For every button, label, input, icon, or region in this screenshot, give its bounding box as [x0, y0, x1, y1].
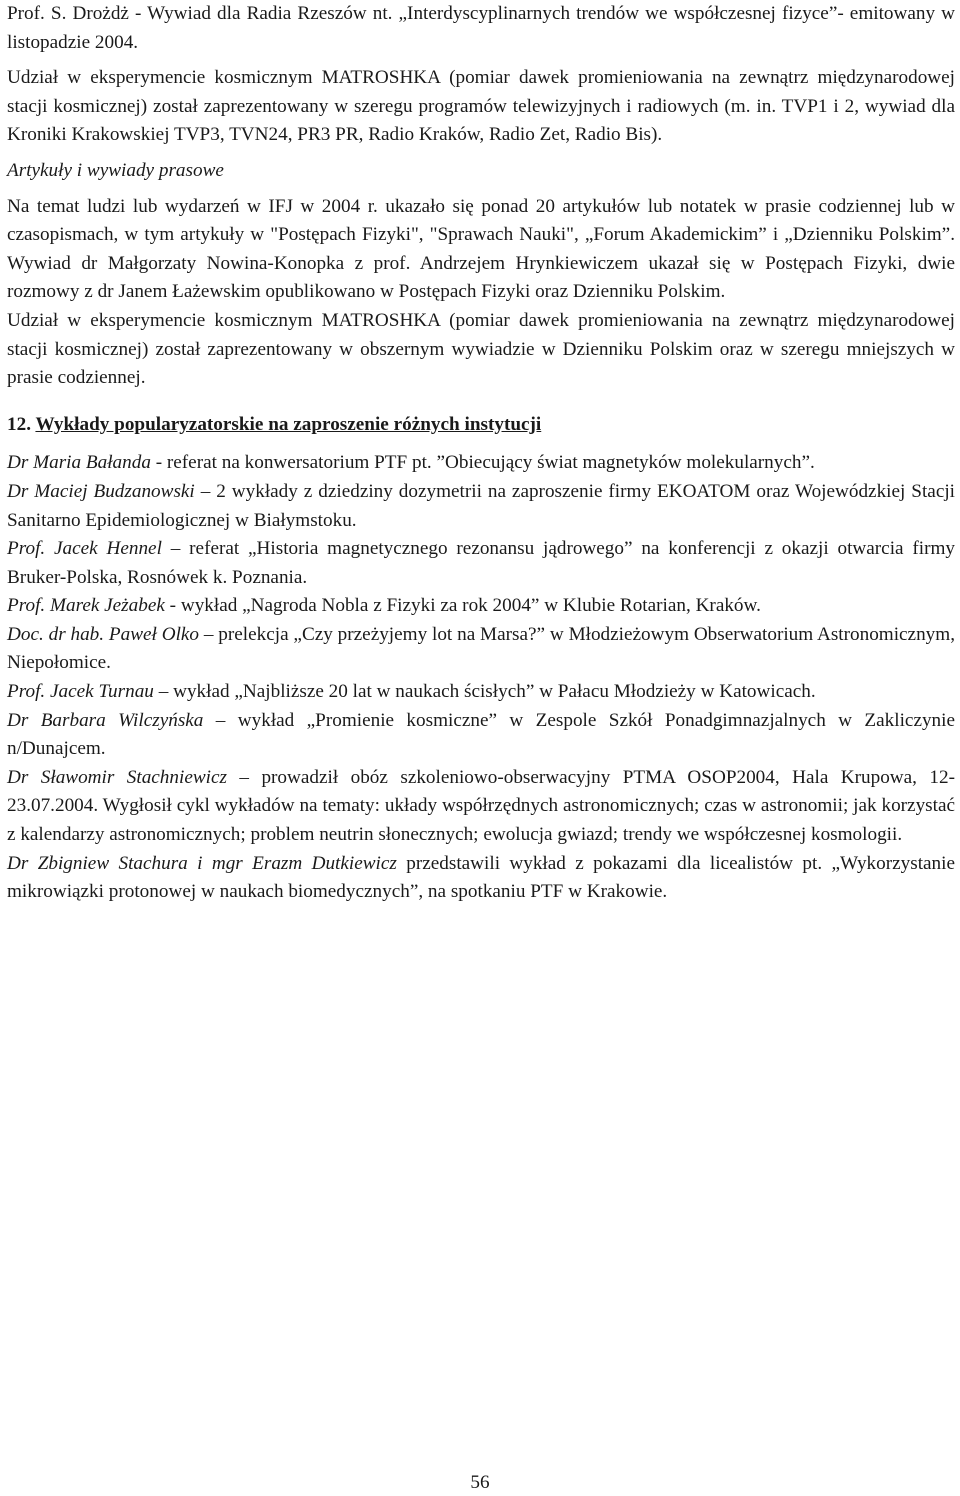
lecture-entry — [7, 478, 955, 535]
lecture-description: – referat „Historia magnetycznego rezonansu jądrowego” na konferencji z okazji otwarcia firmy Bruker-Polska, Rosnówek k. Poznania. — [7, 538, 956, 588]
section-number: 12. — [7, 413, 31, 435]
lecture-description: przedstawili wykład z pokazami dla licealistów pt. „Wykorzystanie mikrowiązki protonowej w naukach biomedycznych”, na spotkaniu PTF w Krakowie. — [7, 852, 955, 903]
lecture-entry — [7, 678, 955, 707]
page-number: 56 — [470, 1472, 490, 1493]
section-title: Wykłady popularyzatorskie na zaproszenie różnych instytucji — [35, 413, 542, 435]
matroshka-press-paragraph: Udział w eksperymencie kosmicznym MATROSHKA (pomiar dawek promieniowania na zewnątrz międzynarodowej stacji kosmicznej) został zaprezentowany w obszernym wywiadzie w Dzienniku Polskim oraz w szeregu mniejszych w prasie codziennej. — [7, 309, 955, 389]
lecturer-name: Dr Maria Bałanda — [7, 452, 151, 474]
lecture-description: – wykład „Najbliższe 20 lat w naukach ścisłych” w Pałacu Młodzieży w Katowicach. — [153, 681, 816, 703]
lecture-entry — [7, 535, 955, 592]
lecture-entry — [7, 764, 955, 850]
lecturer-name: Dr Zbigniew Stachura i mgr Erazm Dutkiewicz — [7, 852, 397, 874]
lecture-description: – prelekcja „Czy przeżyjemy lot na Marsa?” w Młodzieżowym Obserwatorium Astronomicznym, Niepołomice. — [7, 623, 955, 674]
lecturer-name: Prof. Jacek Hennel — [7, 538, 162, 560]
press-paragraph: Na temat ludzi lub wydarzeń w IFJ w 2004 r. ukazało się ponad 20 artykułów lub notatek w prasie codziennej lub w czasopismach, w tym artykuły w "Postępach Fizyki", "Sprawach Nauki", „Forum Akademickim” i „Dzienniku Polskim”. Wywiad dr Małgorzaty Nowina-Konopka z prof. Andrzejem Hrynkiewiczem ukazał się w Postępach Fizyki, dwie rozmowy z dr Janem Łażewskim opublikowano w Postępach Fizyki oraz Dzienniku Polskim. — [7, 195, 955, 303]
lecture-entry — [7, 707, 955, 764]
lecturer-name: Prof. Jacek Turnau — [7, 681, 154, 703]
lecture-description: – 2 wykłady z dziedziny dozymetrii na zaproszenie firmy EKOATOM oraz Wojewódzkiej Stacji Sanitarno Epidemiologicznej w Białymstoku. — [7, 480, 955, 531]
radio-interview-paragraph: Prof. S. Drożdż - Wywiad dla Radia Rzeszów nt. „Interdyscyplinarnych trendów we współczesnej fizyce”- emitowany w listopadzie 2004. — [7, 3, 955, 53]
lecture-description: - referat na konwersatorium PTF pt. ”Obiecujący świat magnetyków molekularnych”. — [150, 452, 815, 474]
lecture-list — [7, 449, 955, 907]
lecture-description: – prowadził obóz szkoleniowo-obserwacyjny PTMA OSOP2004, Hala Krupowa, 12-23.07.2004. Wygłosił cykl wykładów na tematy: układy współrzędnych astronomicznych; czas w astronomii; jak korzystać z kalendarzy astronomicznych; problem neutrin słonecznych; ewolucja gwiazd; trendy we współczesnej kosmologii. — [7, 766, 955, 846]
lecturer-name: Prof. Marek Jeżabek — [7, 595, 165, 617]
page-content — [7, 0, 955, 907]
lecture-entry — [7, 621, 955, 678]
lecturer-name: Dr Barbara Wilczyńska — [7, 709, 204, 731]
matroshka-tv-paragraph: Udział w eksperymencie kosmicznym MATROSHKA (pomiar dawek promieniowania na zewnątrz międzynarodowej stacji kosmicznej) został zaprezentowany w szeregu programów telewizyjnych i radiowych (m. in. TVP1 i 2, wywiad dla Kroniki Krakowskiej TVP3, TVN24, PR3 PR, Radio Kraków, Radio Zet, Radio Bis). — [7, 67, 955, 146]
press-subheading: Artykuły i wywiady prasowe — [7, 159, 224, 181]
lecturer-name: Dr Maciej Budzanowski — [7, 480, 195, 502]
section-heading — [7, 411, 955, 440]
lecture-description: - wykład „Nagroda Nobla z Fizyki za rok 2004” w Klubie Rotarian, Kraków. — [164, 595, 761, 617]
lecturer-name: Doc. dr hab. Paweł Olko — [7, 623, 200, 645]
lecturer-name: Dr Sławomir Stachniewicz — [7, 766, 227, 788]
lecture-description: – wykład „Promienie kosmiczne” w Zespole Szkół Ponadgimnazjalnych w Zakliczynie n/Dunajcem. — [7, 709, 955, 760]
lecture-entry — [7, 592, 955, 621]
lecture-entry — [7, 850, 955, 907]
lecture-entry — [7, 449, 955, 478]
